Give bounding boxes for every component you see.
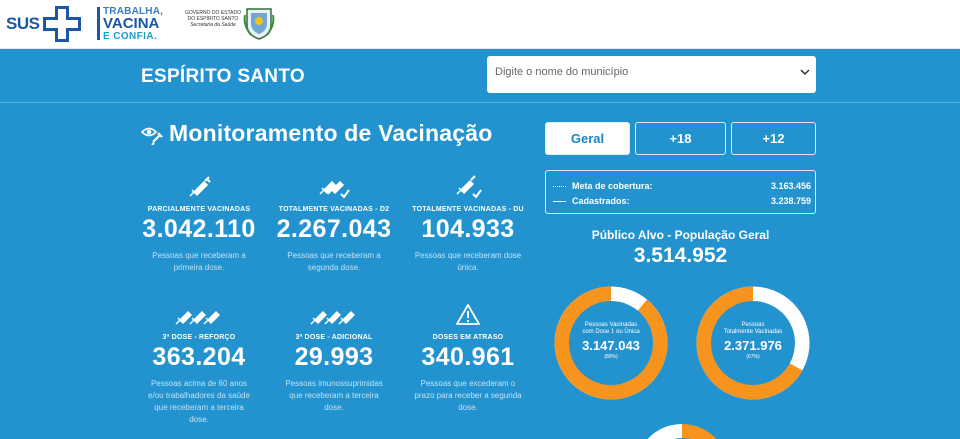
vacina-logo-line3: E CONFIA. [103, 31, 158, 42]
donut-fully-vaccinated[interactable] [693, 283, 813, 403]
syringe-icon [186, 174, 212, 200]
stat-label: 3ª DOSE - REFORÇO [162, 334, 236, 341]
stat-label: 3ª DOSE - ADICIONAL [295, 334, 373, 341]
three-syringes-icon [309, 302, 359, 328]
stat-fully-vaccinated-d2 [264, 174, 404, 274]
stat-value: 29.993 [294, 343, 374, 371]
stat-description: Pessoas que receberam dose única. [414, 251, 522, 272]
sus-logo-text: SUS [6, 14, 40, 33]
stat-label: TOTALMENTE VACINADAS - D2 [278, 206, 390, 213]
three-syringes-icon [174, 302, 224, 328]
warning-icon [455, 302, 481, 328]
stat-description: Pessoas que receberam a segunda dose. [287, 251, 381, 272]
donut-partial-bottom [632, 417, 732, 439]
stat-label: DOSES EM ATRASO [432, 334, 504, 341]
population-title: Público Alvo - População Geral [591, 228, 770, 242]
stat-description: Pessoas que receberam a primeira dose. [152, 251, 246, 272]
donut-percent: (89%) [604, 354, 618, 360]
stat-label: TOTALMENTE VACINADAS - DU [412, 206, 524, 213]
stat-fully-vaccinated-du [398, 174, 538, 274]
government-logo-text: GOVERNO DO ESTADO DO ESPÍRITO SANTO Secretaria da Saúde [184, 10, 242, 28]
municipality-select[interactable] [487, 56, 816, 93]
population-value: 3.514.952 [633, 244, 728, 267]
stat-value: 3.042.110 [142, 215, 256, 243]
municipality-placeholder: Digite o nome do município [495, 66, 629, 78]
coverage-legend [545, 170, 816, 214]
vacina-logo-line2: VACINA [103, 15, 160, 32]
stat-description: Pessoas que excederam o prazo para receber a segunda dose. [414, 379, 522, 412]
donut-dose1[interactable] [551, 283, 671, 403]
donut-value: 2.371.976 [724, 338, 782, 353]
stat-third-dose-additional [264, 302, 404, 414]
stat-overdue-doses [398, 302, 538, 414]
syringe-check-icon [454, 174, 482, 200]
tab-geral[interactable]: Geral [545, 122, 630, 155]
registered-label: Cadastrados: [572, 196, 630, 206]
state-name: ESPÍRITO SANTO [141, 66, 305, 87]
registered-value: 3.238.759 [770, 196, 811, 206]
donut-label: Pessoas Totalmente Vacinadas [723, 322, 783, 335]
page-title-row [141, 120, 492, 147]
donut-label: Pessoas Vacinadas com Dose 1 ou Única [582, 322, 640, 335]
dotted-line-icon [553, 186, 566, 187]
stat-value: 340.961 [421, 343, 515, 371]
stat-label: PARCIALMENTE VACINADAS [147, 206, 251, 213]
donut-value: 3.147.043 [582, 338, 640, 353]
chevron-down-icon [800, 67, 810, 77]
top-header [0, 0, 960, 49]
stat-description: Pessoas acima de 60 anos e/ou trabalhadores da saúde que receberam a terceira dose. [148, 379, 250, 424]
state-seal-icon [243, 5, 275, 41]
donut-percent: (67%) [746, 354, 760, 360]
stat-partially-vaccinated [129, 174, 269, 274]
sus-logo[interactable] [6, 4, 83, 44]
vacina-logo-line1: TRABALHA, [103, 6, 164, 17]
meta-label: Meta de cobertura: [572, 181, 653, 191]
tab-18-plus[interactable]: +18 [635, 122, 726, 155]
vacina-logo[interactable] [97, 6, 169, 42]
tab-12-plus[interactable]: +12 [731, 122, 816, 155]
syringe-check-icon [318, 174, 350, 200]
meta-value: 3.163.456 [770, 181, 811, 191]
stat-value: 2.267.043 [276, 215, 392, 243]
stat-value: 363.204 [152, 343, 246, 371]
sus-cross-icon [41, 4, 83, 44]
eye-syringe-icon [141, 123, 163, 145]
stat-description: Pessoas imunossuprimidas que receberam a terceira dose. [285, 379, 383, 412]
stat-third-dose-booster [129, 302, 269, 426]
page-title: Monitoramento de Vacinação [169, 120, 493, 146]
stat-value: 104.933 [421, 215, 515, 243]
solid-line-icon [553, 201, 566, 202]
